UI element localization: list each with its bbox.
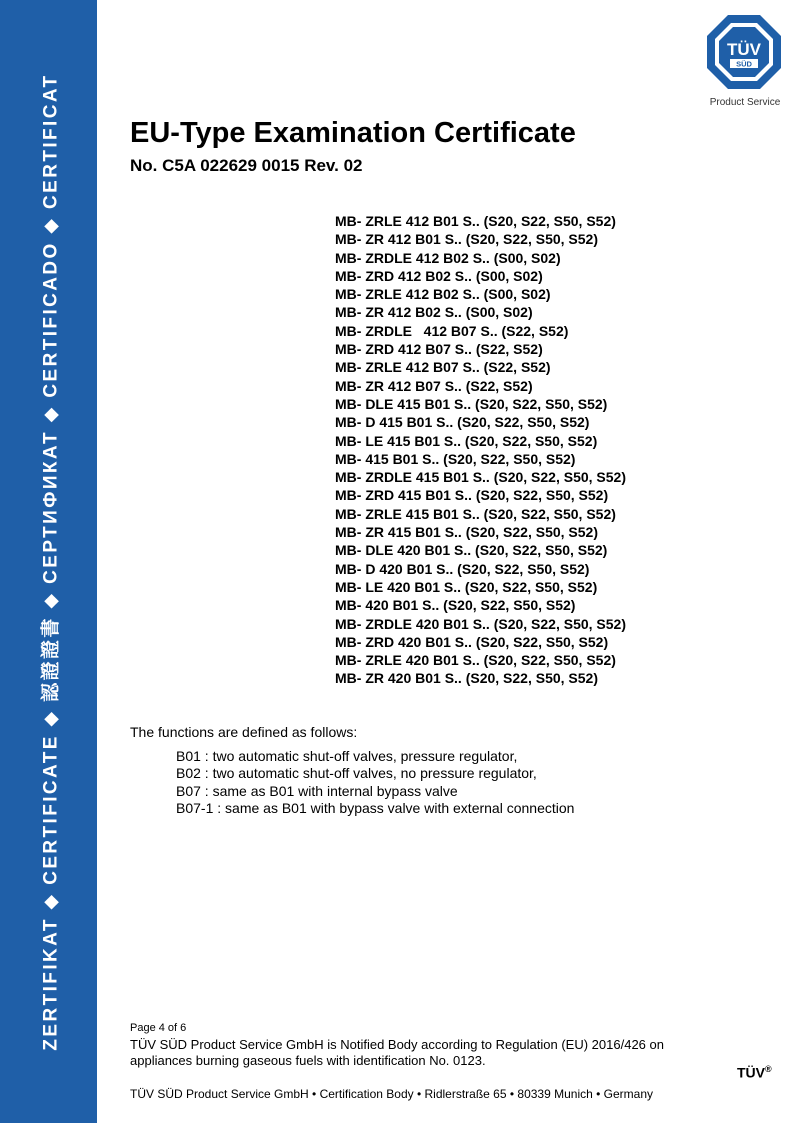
function-item: B07 : same as B01 with internal bypass valve: [176, 782, 458, 799]
function-item: B02 : two automatic shut-off valves, no pressure regulator,: [176, 765, 537, 782]
logo-sub: SÜD: [736, 59, 752, 69]
model-item: MB- ZRLE 412 B01 S.. (S20, S22, S50, S52): [335, 213, 616, 229]
tuv-mark-text: TÜV: [737, 1064, 765, 1081]
sidebar-certificate-text: ZERTIFIKAT ◆ CERTIFICATE ◆ 認證證書 ◆ СЕРТИФИКАТ ◆ CERTIFICADO ◆ CERTIFICAT: [40, 73, 62, 1051]
registered-mark: ®: [765, 1064, 772, 1074]
certificate-sidebar: [0, 0, 97, 1123]
model-item: MB- ZRD 412 B02 S.. (S00, S02): [335, 267, 543, 284]
model-item: MB- ZRD 420 B01 S.. (S20, S22, S50, S52): [335, 633, 609, 650]
notified-body-notice: TÜV SÜD Product Service GmbH is Notified Body according to Regulation (EU) 2016/426 on appliances burning gaseous fuels with identification No. 0123.: [130, 1036, 664, 1068]
tuv-mark: [737, 1064, 772, 1081]
functions-list: [176, 748, 574, 817]
model-item: MB- ZR 412 B07 S.. (S22, S52): [335, 377, 533, 394]
logo-brand: TÜV: [727, 40, 761, 59]
model-item: MB- LE 415 B01 S.. (S20, S22, S50, S52): [335, 432, 598, 449]
page-title: EU-Type Examination Certificate: [130, 117, 576, 149]
model-item: MB- DLE 420 B01 S.. (S20, S22, S50, S52): [335, 542, 608, 559]
model-item: MB- ZR 415 B01 S.. (S20, S22, S50, S52): [335, 524, 599, 541]
company-address: TÜV SÜD Product Service GmbH • Certification Body • Ridlerstraße 65 • 80339 Munich • Germany: [130, 1087, 653, 1101]
model-item: MB- ZR 412 B02 S.. (S00, S02): [335, 304, 533, 321]
model-item: MB- ZRDLE 420 B01 S.. (S20, S22, S50, S52): [335, 615, 627, 632]
model-item: MB- DLE 415 B01 S.. (S20, S22, S50, S52): [335, 395, 608, 412]
model-item: MB- D 415 B01 S.. (S20, S22, S50, S52): [335, 414, 590, 431]
footer: [130, 1020, 690, 1070]
model-item: MB- ZRDLE 412 B02 S.. (S00, S02): [335, 249, 561, 266]
function-item: B01 : two automatic shut-off valves, pressure regulator,: [176, 748, 518, 764]
model-item: MB- ZRLE 420 B01 S.. (S20, S22, S50, S52): [335, 652, 616, 669]
certificate-number: No. C5A 022629 0015 Rev. 02: [130, 156, 363, 175]
model-item: MB- ZRLE 412 B02 S.. (S00, S02): [335, 286, 551, 303]
model-item: MB- ZR 420 B01 S.. (S20, S22, S50, S52): [335, 670, 599, 687]
model-item: MB- D 420 B01 S.. (S20, S22, S50, S52): [335, 560, 590, 577]
page-number: Page 4 of 6: [130, 1022, 187, 1034]
tuv-sud-logo-icon: [706, 14, 782, 90]
model-item: MB- ZRLE 412 B07 S.. (S22, S52): [335, 359, 551, 376]
model-item: MB- ZRDLE 412 B07 S.. (S22, S52): [335, 322, 569, 339]
model-item: MB- 415 B01 S.. (S20, S22, S50, S52): [335, 450, 576, 467]
functions-intro: The functions are defined as follows:: [130, 724, 358, 740]
function-item: B07-1 : same as B01 with bypass valve with external connection: [176, 799, 575, 816]
logo-caption: Product Service: [709, 97, 781, 108]
model-item: MB- ZRD 415 B01 S.. (S20, S22, S50, S52): [335, 487, 609, 504]
model-item: MB- ZR 412 B01 S.. (S20, S22, S50, S52): [335, 231, 599, 248]
model-item: MB- ZRDLE 415 B01 S.. (S20, S22, S50, S52): [335, 469, 627, 486]
model-list: [335, 212, 626, 688]
model-item: MB- ZRD 412 B07 S.. (S22, S52): [335, 341, 543, 358]
model-item: MB- LE 420 B01 S.. (S20, S22, S50, S52): [335, 578, 598, 595]
model-item: MB- ZRLE 415 B01 S.. (S20, S22, S50, S52): [335, 505, 616, 522]
model-item: MB- 420 B01 S.. (S20, S22, S50, S52): [335, 597, 576, 614]
